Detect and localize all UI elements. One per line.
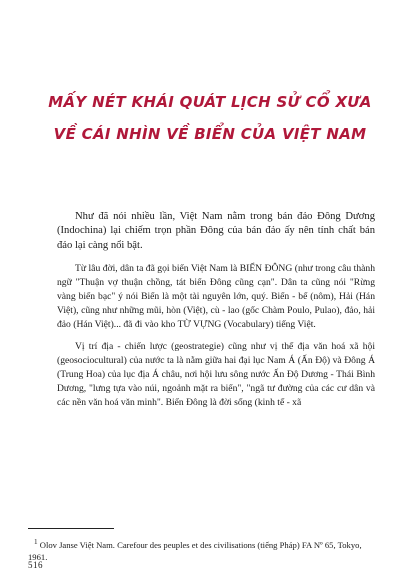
paragraph: Vị trí địa - chiến lược (geostrategie) cũng như vị thế địa văn hoá xã hội (geosociocultural) của nước ta là nằm giữa hai đại lục Nam Á (Ấn Độ) và Đông Á (Trung Hoa) của lục địa Á châu, nơi hội lưu sông nước Ấn Độ Dương - Thái Bình Dương, "lưng tựa vào núi, ngoảnh mặt ra biển", "ngã tư đường của các cư dân và các nền văn hoá văn minh". Biển Đông là đời sống (kinh tế - xã [57, 341, 375, 409]
page-number: 516 [28, 560, 43, 570]
footnote [28, 536, 376, 563]
chapter-title-line-1: MẤY NÉT KHÁI QUÁT LỊCH SỬ CỔ XƯA [48, 93, 372, 111]
chapter-title-line-2: VỀ CÁI NHÌN VỀ BIỂN CỦA VIỆT NAM [53, 125, 367, 143]
paragraph: Từ lâu đời, dân ta đã gọi biển Việt Nam là BIỂN ĐÔNG (như trong câu thành ngữ "Thuận vợ thuận chồng, tát biển Đông cũng cạn". Dân ta cũng nói "Rừng vàng biển bạc" ý nói Biển là một tài nguyên lớn, quý. Biển - bể (nôm), Hải (Hán Việt), cũng như những mũi, hòn (Việt), cù - lao (gốc Chàm Poulo, Pulao), đảo, hải đảo (Hán Việt)... đã đi vào kho TỪ VỰNG (Vocabulary) tiếng Việt. [57, 262, 375, 330]
footnote-divider [28, 528, 114, 529]
footnote-mark: 1 [34, 538, 38, 546]
paragraph: Như đã nói nhiều lần, Việt Nam nằm trong bán đảo Đông Dương (Indochina) lại chiếm trọn phần Đông của bán đảo ấy nên tính chất bán đảo lại càng nổi bật. [57, 211, 375, 251]
body-text [57, 210, 375, 419]
footnote-text: Olov Janse Việt Nam. Carefour des peuples et des civilisations (tiếng Pháp) FA Nº 65, Tokyo, 1961. [28, 539, 362, 562]
